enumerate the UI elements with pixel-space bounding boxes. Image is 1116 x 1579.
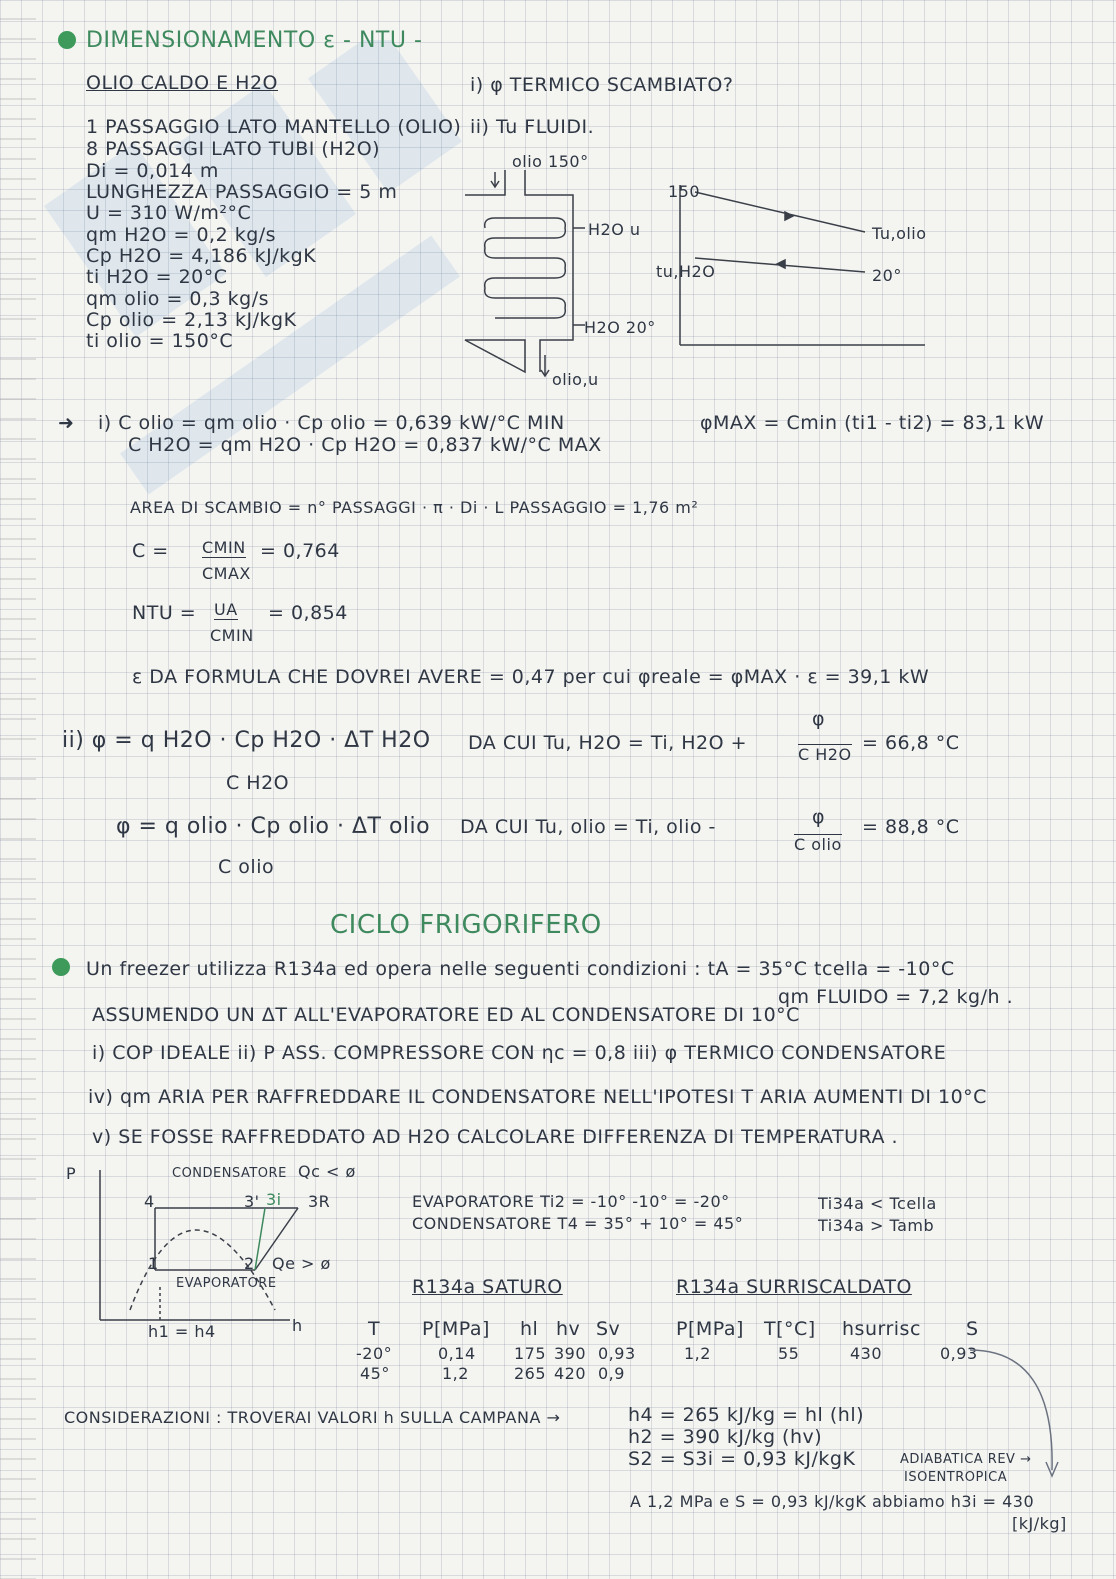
node-3i: 3i — [266, 1190, 282, 1209]
final-line: A 1,2 MPa e S = 0,93 kJ/kgK abbiamo h3i = 430 — [630, 1492, 1035, 1511]
calc-phi-max: φMAX = Cmin (ti1 - ti2) = 83,1 kW — [700, 412, 1045, 434]
label-qc: Qc < ø — [298, 1162, 356, 1181]
data-line: Cp olio = 2,13 kJ/kgK — [86, 309, 297, 331]
calc-phi-olio: φ = q olio · Cp olio · ΔT olio — [116, 814, 431, 839]
table-header: T[°C] — [764, 1318, 816, 1340]
data-line: ti olio = 150°C — [86, 330, 234, 352]
data-line: 8 PASSAGGI LATO TUBI (H2O) — [86, 138, 381, 160]
h4-value: h4 = 265 kJ/kg = hl (hl) — [628, 1404, 865, 1426]
table-cell: 0,93 — [940, 1344, 978, 1363]
table-cell: 430 — [850, 1344, 883, 1363]
label-tu-h2o: tu,H2O — [656, 262, 716, 281]
data-line: qm olio = 0,3 kg/s — [86, 288, 270, 310]
label-tu-olio: Tu,olio — [872, 224, 927, 243]
calc-ntu-den: CMIN — [210, 626, 254, 645]
calc-area: AREA DI SCAMBIO = n° PASSAGGI · π · Di · L PASSAGGIO = 1,76 m² — [130, 498, 699, 517]
table-cell: 420 — [554, 1364, 587, 1383]
temp-compare-2: Ti34a > Tamb — [818, 1216, 935, 1235]
table-cell: 1,2 — [684, 1344, 711, 1363]
label-t20: 20° — [872, 266, 902, 285]
problem-line: iv) qm ARIA PER RAFFREDDARE IL CONDENSATORE NELL'IPOTESI T ARIA AUMENTI DI 10°C — [88, 1086, 987, 1108]
axis-h: h — [292, 1316, 303, 1335]
table-header: P[MPa] — [676, 1318, 744, 1340]
curved-arrow-icon — [960, 1330, 1070, 1490]
calc-c-ratio-den: CMAX — [202, 564, 251, 583]
calc-c-h2o-label: C H2O — [226, 772, 290, 794]
calc-c-olio-label: C olio — [218, 856, 275, 878]
table-header: S — [966, 1318, 979, 1340]
calc-tu-olio-val: = 88,8 °C — [862, 816, 960, 838]
isoentropica-note: ISOENTROPICA — [904, 1470, 1008, 1485]
table-cell: -20° — [356, 1344, 393, 1363]
calc-c-ratio-val: = 0,764 — [260, 540, 340, 562]
node-3r: 3R — [308, 1192, 331, 1211]
problem-line: qm FLUIDO = 7,2 kg/h . — [778, 986, 1014, 1008]
calc-tu-h2o-num: φ — [812, 708, 826, 730]
section-title: CICLO FRIGORIFERO — [330, 910, 602, 940]
table-header: Sv — [596, 1318, 621, 1340]
calc-ntu-num: UA — [214, 600, 238, 619]
question: ii) Tu FLUIDI. — [470, 116, 595, 138]
table-cell: 1,2 — [442, 1364, 469, 1383]
data-line: qm H2O = 0,2 kg/s — [86, 224, 277, 246]
label-h2o-out: H2O u — [588, 220, 641, 239]
cond-temp: CONDENSATORE T4 = 35° + 10° = 45° — [412, 1214, 744, 1233]
table-title-saturo: R134a SATURO — [412, 1276, 563, 1298]
table-cell: 175 — [514, 1344, 547, 1363]
label-qe: Qe > ø — [272, 1254, 331, 1273]
label-h2o-in: H2O 20° — [584, 318, 656, 337]
calc-tu-h2o-val: = 66,8 °C — [862, 732, 960, 754]
table-header: hv — [556, 1318, 581, 1340]
problem-line: Un freezer utilizza R134a ed opera nelle seguenti condizioni : tA = 35°C tcella = -10°C — [86, 958, 955, 980]
calc-tu-h2o-lhs: DA CUI Tu, H2O = Ti, H2O + — [468, 732, 747, 754]
problem-subtitle: OLIO CALDO E H2O — [86, 72, 278, 94]
table-header: hl — [520, 1318, 539, 1340]
calc-c-ratio-num: CMIN — [202, 538, 246, 557]
final-unit: [kJ/kg] — [1012, 1514, 1067, 1533]
table-cell: 0,93 — [598, 1344, 636, 1363]
axis-p: P — [66, 1164, 77, 1183]
bullet-dot — [52, 958, 70, 976]
temp-compare-1: Ti34a < Tcella — [818, 1194, 937, 1213]
label-h1h4: h1 = h4 — [148, 1322, 216, 1341]
calc-c-ratio-lhs: C = — [132, 540, 169, 562]
table-header: P[MPa] — [422, 1318, 490, 1340]
problem-line: ASSUMENDO UN ΔT ALL'EVAPORATORE ED AL CONDENSATORE DI 10°C — [92, 1004, 800, 1026]
calc-ntu-val: = 0,854 — [268, 602, 348, 624]
node-1: 1 — [148, 1254, 159, 1273]
table-cell: 0,9 — [598, 1364, 625, 1383]
problem-line: i) COP IDEALE ii) P ASS. COMPRESSORE CON ηc = 0,8 iii) φ TERMICO CONDENSATORE — [92, 1042, 947, 1064]
calc-tu-olio-num: φ — [812, 806, 826, 828]
calc-tu-h2o-den: C H2O — [798, 745, 852, 764]
label-condensatore: CONDENSATORE — [172, 1166, 287, 1181]
table-title-surriscaldato: R134a SURRISCALDATO — [676, 1276, 912, 1298]
table-cell: 55 — [778, 1344, 800, 1363]
node-3p: 3' — [244, 1192, 260, 1211]
data-line: 1 PASSAGGIO LATO MANTELLO (OLIO) — [86, 116, 462, 138]
data-line: U = 310 W/m²°C — [86, 202, 252, 224]
label-olio-in: olio 150° — [512, 152, 589, 171]
calc-phi-h2o: ii) φ = q H2O · Cp H2O · ΔT H2O — [62, 728, 431, 753]
table-cell: 265 — [514, 1364, 547, 1383]
calc-ntu-lhs: NTU = — [132, 602, 197, 624]
notebook-binding-edge — [0, 0, 36, 1579]
table-cell: 390 — [554, 1344, 587, 1363]
considerazioni: CONSIDERAZIONI : TROVERAI VALORI h SULLA CAMPANA → — [64, 1408, 561, 1427]
calc-epsilon: ε DA FORMULA CHE DOVREI AVERE = 0,47 per cui φreale = φMAX · ε = 39,1 kW — [132, 666, 930, 688]
calc-tu-olio-lhs: DA CUI Tu, olio = Ti, olio - — [460, 816, 716, 838]
data-line: LUNGHEZZA PASSAGGIO = 5 m — [86, 181, 398, 203]
data-line: Cp H2O = 4,186 kJ/kgK — [86, 245, 317, 267]
node-2: 2 — [244, 1254, 255, 1273]
table-header: T — [368, 1318, 381, 1340]
calc-c-olio: i) C olio = qm olio · Cp olio = 0,639 kW/°C MIN — [98, 412, 565, 434]
table-cell: 0,14 — [438, 1344, 476, 1363]
ph-diagram — [60, 1160, 380, 1335]
label-t150: 150 — [668, 182, 701, 201]
s2-value: S2 = S3i = 0,93 kJ/kgK — [628, 1448, 856, 1470]
data-line: ti H2O = 20°C — [86, 266, 228, 288]
calc-tu-olio-den: C olio — [794, 835, 842, 854]
question: i) φ TERMICO SCAMBIATO? — [470, 74, 734, 96]
problem-line: v) SE FOSSE RAFFREDDATO AD H2O CALCOLARE DIFFERENZA DI TEMPERATURA . — [92, 1126, 899, 1148]
table-header: hsurrisc — [842, 1318, 921, 1340]
section-heading: DIMENSIONAMENTO ε - NTU - — [86, 28, 423, 53]
arrow-icon: ➜ — [58, 412, 75, 434]
label-olio-out: olio,u — [552, 370, 599, 389]
label-evaporatore: EVAPORATORE — [176, 1276, 277, 1291]
bullet-dot — [58, 31, 76, 49]
evap-temp: EVAPORATORE Ti2 = -10° -10° = -20° — [412, 1192, 730, 1211]
calc-c-h2o: C H2O = qm H2O · Cp H2O = 0,837 kW/°C MAX — [128, 434, 602, 456]
table-cell: 45° — [360, 1364, 390, 1383]
h2-value: h2 = 390 kJ/kg (hv) — [628, 1426, 823, 1448]
adiabatica-note: ADIABATICA REV → — [900, 1452, 1032, 1467]
data-line: Di = 0,014 m — [86, 160, 219, 182]
node-4: 4 — [144, 1192, 155, 1211]
